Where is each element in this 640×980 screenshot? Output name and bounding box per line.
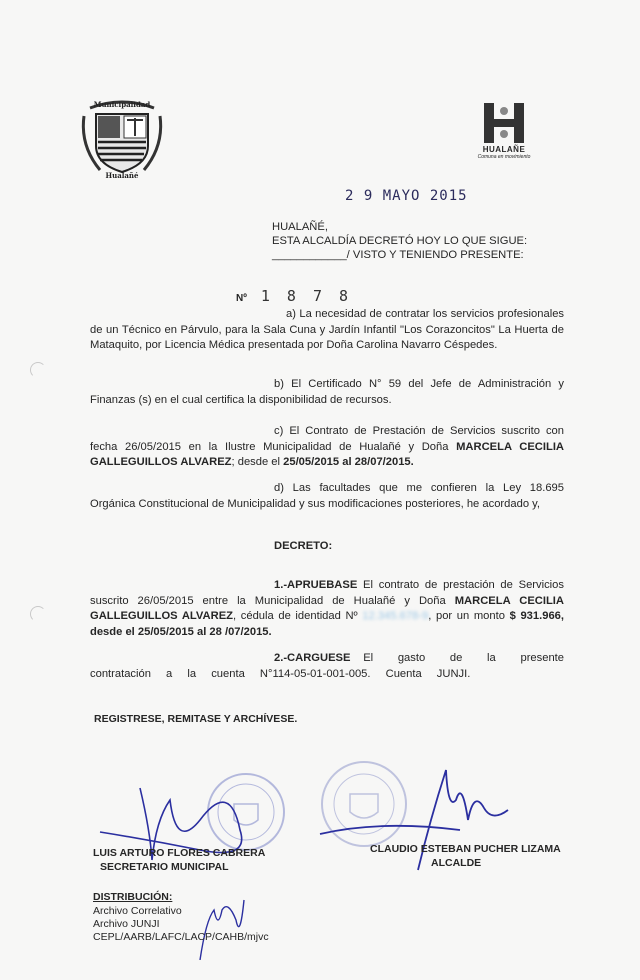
secretario-title: SECRETARIO MUNICIPAL xyxy=(100,861,229,873)
article-2-label: 2.-CARGUESE xyxy=(274,652,351,664)
secretario-name: LUIS ARTURO FLORES CABRERA xyxy=(93,847,266,859)
hualane-logo-name: HUALAÑE xyxy=(482,145,526,154)
punch-hole-bottom xyxy=(30,606,46,622)
intro-place: HUALAÑÉ, xyxy=(272,221,328,233)
closing-formula: REGISTRESE, REMITASE Y ARCHÍVESE. xyxy=(94,713,298,725)
consideration-b: b) El Certificado N° 59 del Jefe de Administración y Finanzas (s) en el cual certifica la disponibilidad de recursos. xyxy=(90,378,564,406)
consideration-d: d) Las facultades que me confieren la Ley 18.695 Orgánica Constitucional de Municipalidad y sus modificaciones posteriores, he acordado y, xyxy=(90,482,564,510)
intro-visto-text: / VISTO Y TENIENDO PRESENTE: xyxy=(346,249,524,261)
consideration-c-dates: 25/05/2015 al 28/07/2015. xyxy=(283,456,414,468)
article-1-redacted-id: 12.345.678-9 xyxy=(362,610,429,622)
svg-text:Hualañé: Hualañé xyxy=(105,171,139,178)
consideration-c-name: MARCELA CECILIA GALLEGUILLOS ALVAREZ xyxy=(90,440,565,468)
secretario-seal xyxy=(208,774,284,850)
decreto-heading: DECRETO: xyxy=(274,540,333,552)
article-2 xyxy=(90,651,564,682)
article-1-name: MARCELA CECILIA GALLEGUILLOS ALVAREZ xyxy=(90,594,564,622)
decree-number-prefix: Nº xyxy=(236,293,247,304)
date-stamp: 2 9 MAYO 2015 xyxy=(345,188,468,204)
intro-alcaldia: ESTA ALCALDÍA DECRETÓ HOY LO QUE SIGUE: xyxy=(272,235,528,247)
consideration-c-text-2: ; desde el xyxy=(231,456,284,468)
consideration-a-text: La necesidad de contratar los servicios profesionales de un Técnico en Párvulo, para la Sala Cuna y Jardín Infantil "Los Corazoncitos" La Huerta de Mataquito, por Licencia Médica presentada por Doña Carolina Navarro Céspedes. xyxy=(90,308,565,351)
consideration-c xyxy=(90,424,564,471)
consideration-a-label: a) xyxy=(286,308,296,320)
punch-hole-top xyxy=(30,362,46,378)
article-2-text: El gasto de la presente contratación a la cuenta N°114-05-01-001-005. Cuenta JUNJI. xyxy=(90,652,565,680)
hualane-logo-tagline: Comuna en movimiento xyxy=(477,154,531,160)
article-1-label: 1.-APRUEBASE xyxy=(274,579,358,591)
consideration-a xyxy=(90,307,564,354)
article-1-amount: $ 931.966, desde el 25/05/2015 al 28 /07/2015. xyxy=(90,610,564,638)
svg-text:Municipalidad: Municipalidad xyxy=(93,100,151,109)
distribution-initials xyxy=(200,900,244,960)
alcalde-title: ALCALDE xyxy=(431,857,482,869)
distribution-line-1: Archivo Correlativo xyxy=(93,905,182,917)
alcalde-signature xyxy=(320,770,508,870)
intro-blank-line: ____________ xyxy=(272,249,347,261)
alcalde-name: CLAUDIO ESTEBAN PUCHER LIZAMA xyxy=(370,843,561,855)
decree-number-value: 1 8 7 8 xyxy=(260,287,353,305)
distribution-line-2: Archivo JUNJI xyxy=(93,918,160,930)
article-1-text-3: , por un monto xyxy=(428,610,510,622)
article-1-text-1: El contrato de prestación de Servicios suscrito 26/05/2015 entre la Municipalidad de Hualañé y Doña xyxy=(90,579,564,607)
hualane-h-logo xyxy=(476,103,532,165)
alcaldia-seal xyxy=(322,762,406,846)
article-1-text-2: , cédula de identidad Nº xyxy=(233,610,363,622)
article-1 xyxy=(90,578,564,640)
decree-number xyxy=(236,287,352,305)
consideration-c-text-1: c) El Contrato de Prestación de Servicios suscrito con fecha 26/05/2015 en la Ilustre Municipalidad de Hualañé y Doña xyxy=(90,425,564,453)
municipal-crest-logo xyxy=(80,98,164,178)
signature-stamps xyxy=(0,760,640,960)
intro-visto xyxy=(272,249,524,261)
distribution-line-3: CEPL/AARB/LAFC/LACP/CAHB/mjvc xyxy=(93,931,269,943)
distribution-heading: DISTRIBUCIÓN: xyxy=(93,891,173,903)
